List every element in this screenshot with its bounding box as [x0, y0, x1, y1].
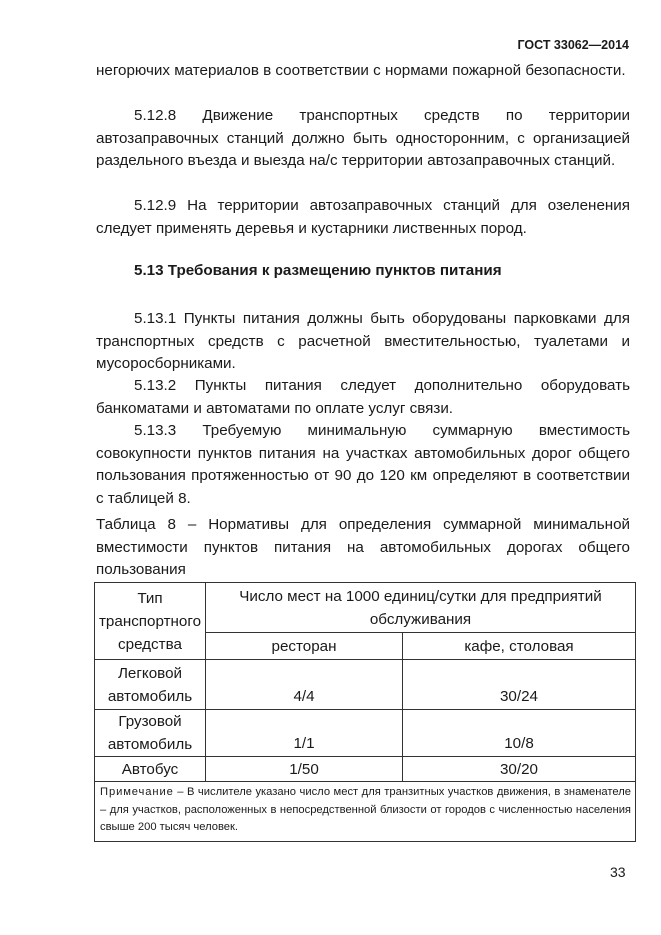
- note-text: – В числителе указано число мест для транзитных участков движения, в знаменателе – для участков, расположенных в непосредственной близости от городов с численностью населения свыше 200 тысяч человек.: [100, 786, 631, 833]
- paragraph-5-13-3: 5.13.3 Требуемую минимальную суммарную вместимость совокупности пунктов питания на участках автомобильных дорог общего пользования протяженностью от 90 до 120 км определяют в соответствии с таблицей 8.: [96, 422, 630, 507]
- header-cafe: кафе, столовая: [403, 633, 636, 660]
- section-heading: 5.13 Требования к размещению пунктов питания: [134, 262, 502, 279]
- header-restaurant: ресторан: [206, 633, 403, 660]
- paragraph-5-12-9: 5.12.9 На территории автозаправочных станций для озеленения следует применять деревья и кустарники лиственных пород.: [96, 197, 630, 237]
- cell-cafe: 30/24: [403, 660, 636, 710]
- table-note: [95, 782, 636, 842]
- paragraph-5-13-2: 5.13.2 Пункты питания следует дополнительно оборудовать банкоматами и автоматами по оплате услуг связи.: [96, 377, 630, 417]
- note-label: Примечание: [100, 786, 174, 798]
- table-row: [95, 660, 636, 710]
- header-vehicle-type: Тип транспортного средства: [95, 583, 206, 660]
- norms-table: [94, 582, 636, 842]
- standard-header: ГОСТ 33062—2014: [517, 38, 629, 52]
- paragraph-5-12-8: 5.12.8 Движение транспортных средств по территории автозаправочных станций должно быть односторонним, с организацией раздельного въезда и выезда на/с территории автозаправочных станций.: [96, 107, 630, 169]
- table-row: [95, 710, 636, 757]
- cell-restaurant: 1/50: [206, 757, 403, 782]
- page-number: 33: [610, 864, 626, 880]
- cell-cafe: 30/20: [403, 757, 636, 782]
- table-caption: Таблица 8 – Нормативы для определения суммарной минимальной вместимости пунктов питания на автомобильных дорогах общего пользования: [96, 516, 630, 578]
- cell-restaurant: 4/4: [206, 660, 403, 710]
- cell-vehicle-type: Грузовой автомобиль: [95, 710, 206, 757]
- cell-restaurant: 1/1: [206, 710, 403, 757]
- table-row: [95, 757, 636, 782]
- paragraph-continuation: негорючих материалов в соответствии с нормами пожарной безопасности.: [96, 62, 626, 79]
- cell-vehicle-type: Автобус: [95, 757, 206, 782]
- header-seats-group: Число мест на 1000 единиц/сутки для предприятий обслуживания: [206, 583, 636, 633]
- paragraph-5-13-1: 5.13.1 Пункты питания должны быть оборудованы парковками для транспортных средств с расчетной вместительностью, туалетами и мусоросборниками.: [96, 310, 630, 372]
- cell-cafe: 10/8: [403, 710, 636, 757]
- cell-vehicle-type: Легковой автомобиль: [95, 660, 206, 710]
